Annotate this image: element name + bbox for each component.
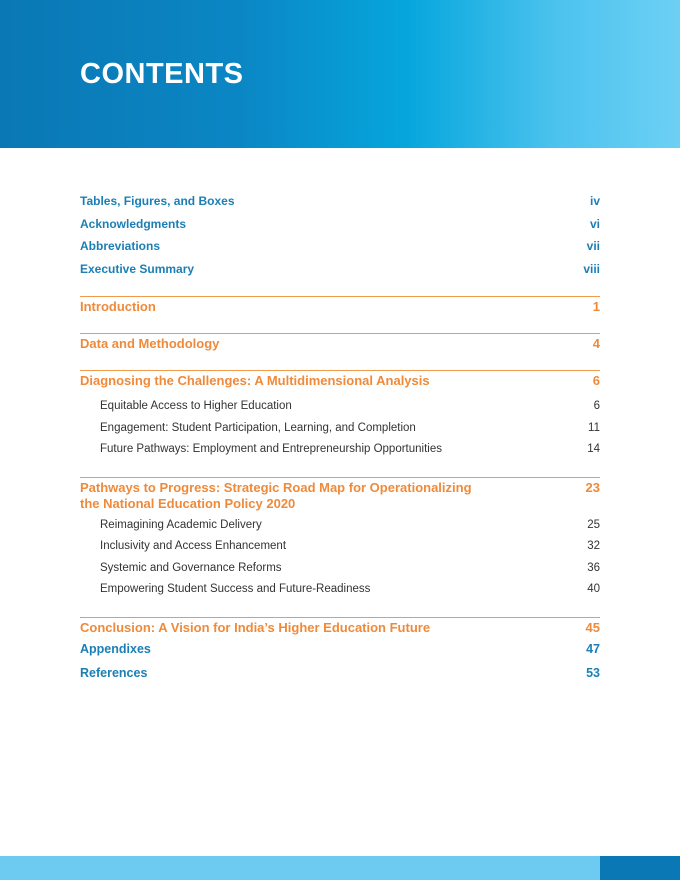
toc-chapter-page: 45	[585, 619, 600, 635]
toc-chapter-title: Pathways to Progress: Strategic Road Map for Operationalizing the National Education Policy 2020	[80, 479, 472, 511]
toc-chapter-title: Diagnosing the Challenges: A Multidimensional Analysis	[80, 373, 430, 388]
toc-entry-page: 53	[586, 665, 600, 680]
toc-entry-front[interactable]	[80, 215, 600, 238]
toc-section[interactable]	[80, 560, 600, 582]
toc-section-page: 40	[587, 583, 600, 595]
toc-section-title: Future Pathways: Employment and Entrepreneurship Opportunities	[100, 443, 442, 455]
toc-section-title: Empowering Student Success and Future-Readiness	[100, 583, 371, 595]
toc-section-page: 32	[587, 540, 600, 552]
toc-section-page: 11	[588, 421, 600, 434]
toc-entry-title: Abbreviations	[80, 239, 161, 253]
toc-entry-title: Appendixes	[80, 641, 151, 656]
toc-section[interactable]	[80, 581, 600, 603]
toc-entry-front[interactable]	[80, 260, 600, 283]
toc-section-page: 25	[587, 518, 600, 531]
toc-chapter-title: Introduction	[80, 299, 156, 314]
toc-entry-title: Executive Summary	[80, 261, 195, 276]
toc-chapter[interactable]	[80, 333, 600, 356]
toc-chapter-title: Data and Methodology	[80, 336, 220, 351]
toc-chapter-page: 1	[592, 299, 600, 314]
toc-section[interactable]	[80, 420, 600, 442]
toc-chapter-page: 6	[592, 373, 600, 388]
toc-entry-page: vi	[589, 216, 600, 231]
toc-entry-page: 47	[586, 641, 600, 656]
toc-section-title: Engagement: Student Participation, Learning, and Completion	[100, 421, 416, 434]
toc-chapter[interactable]	[80, 617, 600, 640]
toc-entry-back[interactable]	[80, 664, 600, 688]
toc-entry-title: References	[80, 665, 148, 680]
toc-chapter-title: Conclusion: A Vision for India’s Higher Education Future	[80, 619, 431, 635]
toc-section-title: Equitable Access to Higher Education	[100, 400, 292, 412]
table-of-contents	[80, 192, 600, 688]
toc-section[interactable]	[80, 441, 600, 463]
toc-entry-title: Tables, Figures, and Boxes	[80, 194, 235, 208]
toc-section[interactable]	[80, 517, 600, 539]
page-title: CONTENTS	[80, 58, 244, 90]
toc-chapter[interactable]	[80, 477, 600, 603]
toc-entry-front[interactable]	[80, 237, 600, 260]
header-banner	[0, 0, 680, 148]
toc-entry-title: Acknowledgments	[80, 216, 187, 231]
toc-entry-page: viii	[583, 261, 600, 276]
toc-section-title: Inclusivity and Access Enhancement	[100, 540, 287, 552]
toc-entry-front[interactable]	[80, 192, 600, 215]
toc-entry-back[interactable]	[80, 640, 600, 664]
toc-chapter-page: 4	[592, 336, 600, 351]
toc-chapter-page: 23	[585, 479, 600, 495]
toc-section-title: Systemic and Governance Reforms	[100, 561, 282, 574]
toc-section[interactable]	[80, 398, 600, 420]
toc-chapter[interactable]	[80, 296, 600, 319]
toc-section[interactable]	[80, 538, 600, 560]
footer-page-block	[600, 856, 680, 880]
toc-chapter[interactable]	[80, 370, 600, 463]
footer-bar	[0, 856, 600, 880]
toc-section-page: 14	[587, 443, 600, 455]
toc-section-title: Reimagining Academic Delivery	[100, 518, 262, 531]
toc-entry-page: vii	[586, 239, 600, 253]
toc-entry-page: iv	[589, 194, 600, 208]
toc-section-page: 6	[593, 400, 600, 412]
toc-section-page: 36	[587, 561, 600, 574]
